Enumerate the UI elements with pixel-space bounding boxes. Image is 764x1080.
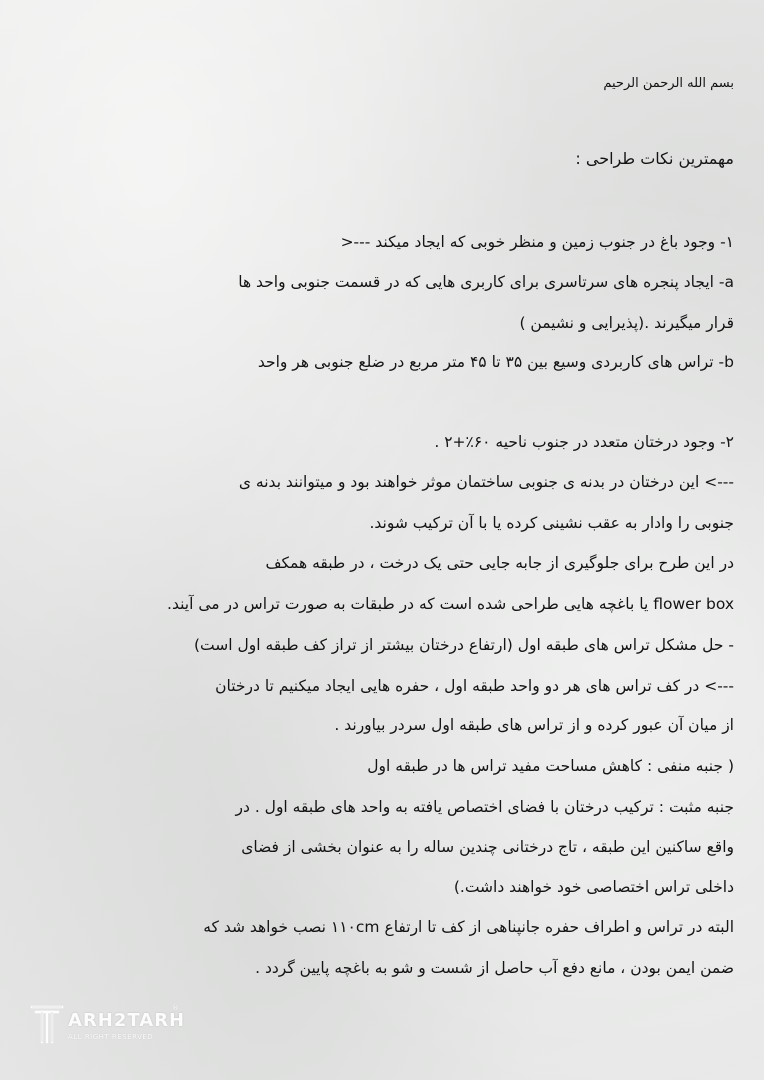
body-line: البته در تراس و اطراف حفره جانپناهی از کف تا ارتفاع ۱۱۰cm نصب خواهد شد که <box>203 918 734 936</box>
watermark-tagline: ALL RIGHT RESERVED <box>68 1033 154 1041</box>
registered-mark: ® <box>172 1004 179 1012</box>
column-logo-icon <box>30 1002 64 1046</box>
body-line: flower box یا باغچه هایی طراحی شده است که در طبقات به صورت تراس در می آیند. <box>167 595 734 613</box>
watermark-brand: ARH2TARH <box>68 1010 186 1031</box>
body-line: جنوبی را وادار به عقب نشینی کرده یا با آن ترکیب شوند. <box>369 514 734 532</box>
body-line: b- تراس های کاربردی وسیع بین ۳۵ تا ۴۵ متر مربع در ضلع جنوبی هر واحد <box>257 353 734 371</box>
body-line: ---> در کف تراس های هر دو واحد طبقه اول ، حفره هایی ایجاد میکنیم تا درختان <box>215 677 734 695</box>
body-line: ۱- وجود باغ در جنوب زمین و منظر خوبی که ایجاد میکند ---< <box>340 233 734 251</box>
body-line: قرار میگیرند .(پذیرایی و نشیمن ) <box>519 314 734 332</box>
page-title: مهمترین نکات طراحی : <box>575 149 734 168</box>
body-line: واقع ساکنین این طبقه ، تاج درختانی چندین ساله را به عنوان بخشی از فضای <box>241 838 734 856</box>
body-line: a- ایجاد پنجره های سرتاسری برای کاربری هایی که در قسمت جنوبی واحد ها <box>238 273 734 291</box>
body-line: در این طرح برای جلوگیری از جابه جایی حتی یک درخت ، در طبقه همکف <box>265 554 734 572</box>
body-line: جنبه مثبت : ترکیب درختان با فضای اختصاص یافته به واحد های طبقه اول . در <box>235 798 734 816</box>
body-line: - حل مشکل تراس های طبقه اول (ارتفاع درختان بیشتر از تراز کف طبقه اول است) <box>193 636 734 654</box>
body-line: ۲- وجود درختان متعدد در جنوب ناحیه ۶۰٪+۲ . <box>434 433 734 451</box>
body-line: داخلی تراس اختصاصی خود خواهند داشت.) <box>453 878 734 896</box>
basmala: بسم الله الرحمن الرحیم <box>603 76 734 91</box>
body-line: ( جنبه منفی : کاهش مساحت مفید تراس ها در طبقه اول <box>367 757 734 775</box>
body-line: ---> این درختان در بدنه ی جنوبی ساختمان موثر خواهند بود و میتوانند بدنه ی <box>238 473 734 491</box>
body-line: از میان آن عبور کرده و از تراس های طبقه اول سردر بیاورند . <box>334 716 734 734</box>
watermark-logo <box>30 1000 190 1050</box>
body-line: ضمن ایمن بودن ، مانع دفع آب حاصل از شست و شو به باغچه پایین گردد . <box>255 959 734 977</box>
